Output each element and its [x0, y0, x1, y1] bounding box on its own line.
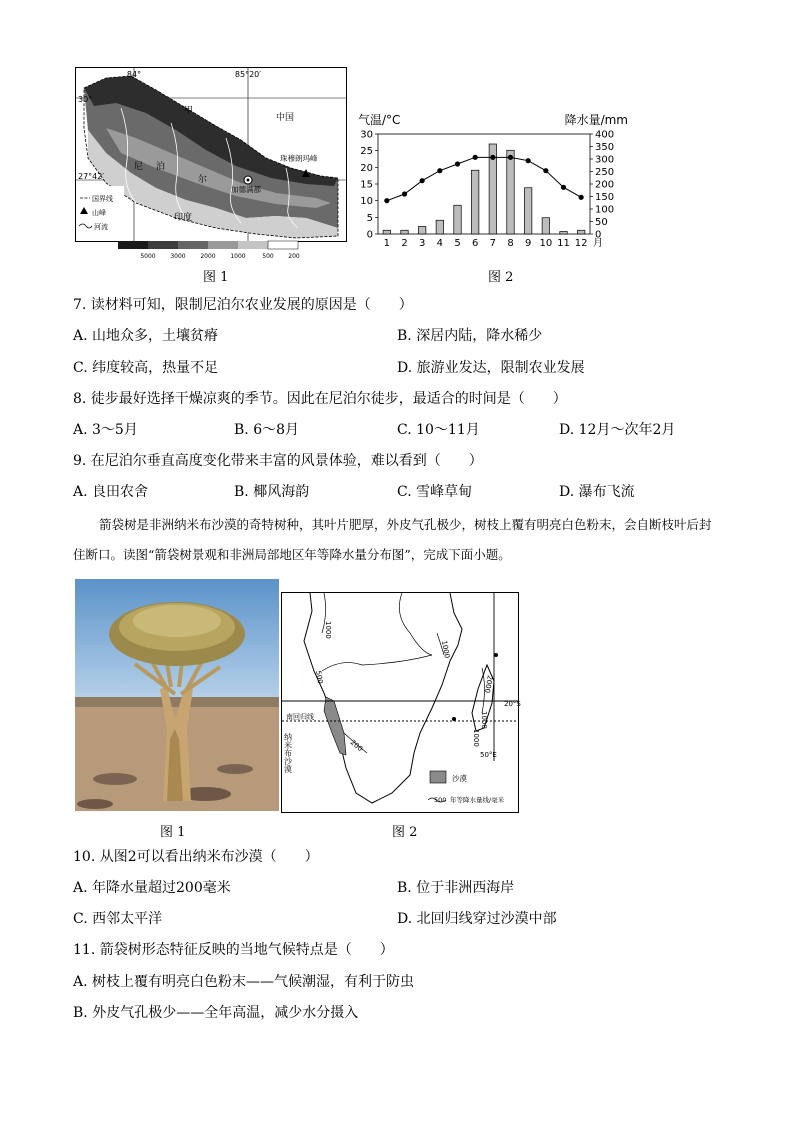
- y-right-tick-label: 0: [595, 229, 602, 241]
- temperature-point: [508, 155, 513, 160]
- question-8-option-b: B. 6～8月: [234, 422, 300, 438]
- x-tick-label: 4: [436, 238, 444, 249]
- question-10-option-a: A. 年降水量超过200毫米: [73, 880, 231, 896]
- precip-bar: [577, 230, 584, 234]
- nepal-map-svg: [76, 68, 346, 241]
- chart-ylabel-right: 降水量/mm: [564, 113, 628, 127]
- scale-3000: 3000: [170, 253, 186, 260]
- bo-label: 泊: [156, 162, 166, 172]
- y-left-tick-label: 15: [360, 179, 373, 191]
- tropic-label: 南回归线: [286, 713, 314, 721]
- temperature-point: [455, 161, 460, 166]
- desert-name-label: 纳米布沙漠: [283, 733, 293, 773]
- lon-label-84: 84°: [126, 70, 142, 79]
- ni-label: 尼: [134, 162, 144, 172]
- bottom-fig2-caption: 图 2: [392, 825, 418, 840]
- x-tick-label: 1: [383, 238, 391, 249]
- question-7-stem: 7. 读材料可知，限制尼泊尔农业发展的原因是（ ）: [73, 297, 413, 313]
- x-tick-label: 2: [401, 238, 408, 249]
- x-tick-label: 9: [524, 238, 532, 249]
- question-9-stem: 9. 在尼泊尔垂直高度变化带来丰富的风景体验，难以看到（ ）: [73, 453, 483, 469]
- africa-precip-map: [281, 592, 519, 813]
- temperature-point: [579, 195, 584, 200]
- top-fig2-caption: 图 2: [488, 270, 514, 285]
- x-tick-label: 7: [489, 238, 497, 249]
- africa-map-svg: [282, 593, 521, 812]
- scale-5000: 5000: [140, 253, 156, 260]
- temperature-point: [561, 185, 566, 190]
- temperature-point: [473, 155, 478, 160]
- x-tick-label: 8: [507, 238, 514, 249]
- question-11-option-a: A. 树枝上覆有明亮白色粉末——气候潮湿，有利于防虫: [73, 974, 415, 990]
- iso-label-1000-b: 1000: [440, 639, 452, 659]
- precip-bar: [560, 232, 567, 235]
- lat-label-27: 27°42′: [78, 172, 105, 181]
- question-9-option-c: C. 雪峰草甸: [397, 484, 473, 500]
- chart-frame: [378, 134, 590, 234]
- question-7-option-b: B. 深居内陆，降水稀少: [397, 328, 543, 344]
- precip-bar: [507, 150, 514, 234]
- precip-bar: [524, 188, 531, 234]
- y-right-tick-label: 100: [595, 204, 615, 216]
- legend-peak-label: 山峰: [92, 209, 106, 217]
- question-10-option-d: D. 北回归线穿过沙漠中部: [397, 911, 557, 927]
- climate-chart: [350, 110, 640, 260]
- y-left-tick-label: 0: [366, 229, 373, 241]
- question-10-option-c: C. 西邻太平洋: [73, 911, 163, 927]
- question-8-stem: 8. 徒步最好选择干燥凉爽的季节。因此在尼泊尔徒步，最适合的时间是（ ）: [73, 391, 567, 407]
- scale-200: 200: [288, 253, 300, 260]
- y-right-tick-label: 300: [595, 154, 615, 166]
- y-right-tick-label: 250: [595, 167, 615, 178]
- y-left-tick-label: 10: [360, 196, 373, 208]
- precip-bar: [383, 230, 390, 234]
- iso-label-1000-a: 1000: [324, 621, 332, 639]
- temperature-point: [543, 168, 548, 173]
- legend-river-label: 河流: [94, 223, 108, 231]
- kathmandu-label: 加德满都: [231, 185, 261, 194]
- question-7-option-c: C. 纬度较高，热量不足: [73, 360, 219, 376]
- legend-iso-value: 500: [434, 796, 447, 804]
- iso-label-500: 500: [314, 669, 325, 685]
- legend-border-label: 国界线: [92, 195, 113, 203]
- y-left-tick-label: 30: [360, 129, 373, 141]
- x-tick-label: 3: [418, 238, 426, 249]
- precip-bar: [454, 205, 461, 234]
- india-label: 印度: [174, 213, 193, 223]
- y-right-tick-label: 150: [595, 192, 615, 203]
- top-fig1-caption: 图 1: [203, 270, 229, 285]
- scale-1000: 1000: [230, 253, 246, 260]
- precip-bar: [471, 170, 478, 234]
- question-8-option-d: D. 12月～次年2月: [559, 422, 676, 438]
- reading-passage: 箭袋树是非洲纳米布沙漠的奇特树种，其叶片肥厚，外皮气孔极少，树枝上覆有明亮白色粉末，会自断枝叶后封住断口。读图“箭袋树景观和非洲局部地区年等降水量分布图”，完成下面小题。: [73, 517, 712, 562]
- lat-label-30: 30°: [78, 95, 93, 104]
- question-10-stem: 10. 从图2可以看出纳米布沙漠（ ）: [73, 849, 319, 865]
- y-right-tick-label: 50: [595, 217, 608, 228]
- question-9-option-d: D. 瀑布飞流: [559, 484, 635, 500]
- question-7-option-d: D. 旅游业发达，限制农业发展: [397, 360, 585, 376]
- temperature-point: [490, 155, 495, 160]
- lon-50e-label: 50°E: [480, 751, 497, 759]
- y-left-tick-label: 20: [360, 162, 373, 174]
- temperature-point: [437, 168, 442, 173]
- temperature-point: [402, 191, 407, 196]
- y-right-tick-label: 350: [595, 142, 615, 153]
- question-8-option-a: A. 3～5月: [73, 422, 138, 438]
- nepal-map-figure: [75, 67, 347, 242]
- climate-chart-svg: [350, 110, 640, 260]
- quiver-tree-photo: [75, 579, 279, 811]
- er-label: 尔: [198, 175, 208, 185]
- question-8-option-c: C. 10～11月: [397, 422, 480, 438]
- scale-500: 500: [262, 253, 274, 260]
- precip-bar: [436, 220, 443, 234]
- jia-label: 甲: [184, 106, 194, 116]
- temperature-point: [420, 178, 425, 183]
- iso-label-2000: 2000: [482, 674, 494, 694]
- x-unit-label: 月: [593, 238, 603, 249]
- elevation-scale: [118, 241, 298, 261]
- iso-label-1000-c: 1000: [480, 711, 488, 729]
- x-tick-label: 10: [539, 238, 553, 249]
- x-tick-label: 5: [454, 238, 461, 249]
- everest-label: 珠穆朗玛峰: [280, 154, 318, 163]
- question-9-option-b: B. 椰风海韵: [234, 484, 310, 500]
- x-tick-label: 6: [471, 238, 479, 249]
- scale-2000: 2000: [200, 253, 216, 260]
- bottom-fig1-caption: 图 1: [160, 825, 186, 840]
- precip-bar: [418, 227, 425, 235]
- x-tick-label: 11: [557, 238, 570, 249]
- temperature-point: [526, 158, 531, 163]
- legend-iso-label: 年等降水量线/毫米: [450, 796, 505, 804]
- question-10-option-b: B. 位于非洲西海岸: [397, 880, 515, 896]
- question-11-option-b: B. 外皮气孔极少——全年高温，减少水分摄入: [73, 1005, 359, 1021]
- y-right-tick-label: 400: [595, 129, 615, 141]
- y-left-tick-label: 25: [360, 146, 373, 158]
- x-tick-label: 12: [574, 238, 588, 249]
- question-11-stem: 11. 箭袋树形态特征反映的当地气候特点是（ ）: [73, 942, 394, 958]
- y-left-tick-label: 5: [366, 212, 373, 224]
- precip-bar: [542, 218, 549, 234]
- temperature-line: [387, 157, 581, 200]
- y-right-tick-label: 200: [595, 179, 615, 191]
- lon-label-85: 85°20′: [234, 70, 262, 79]
- question-7-option-a: A. 山地众多，土壤贫瘠: [73, 328, 219, 344]
- lat-20s-label: 20°S: [504, 700, 521, 708]
- legend-desert-label: 沙漠: [452, 774, 467, 783]
- precip-bar: [401, 230, 408, 234]
- iso-label-200: 200: [348, 738, 365, 754]
- question-9-option-a: A. 良田农舍: [73, 484, 149, 500]
- chart-ylabel-left: 气温/°C: [358, 113, 401, 127]
- china-label: 中国: [276, 113, 295, 123]
- temperature-point: [384, 198, 389, 203]
- iso-label-1000-d: 1000: [472, 729, 480, 747]
